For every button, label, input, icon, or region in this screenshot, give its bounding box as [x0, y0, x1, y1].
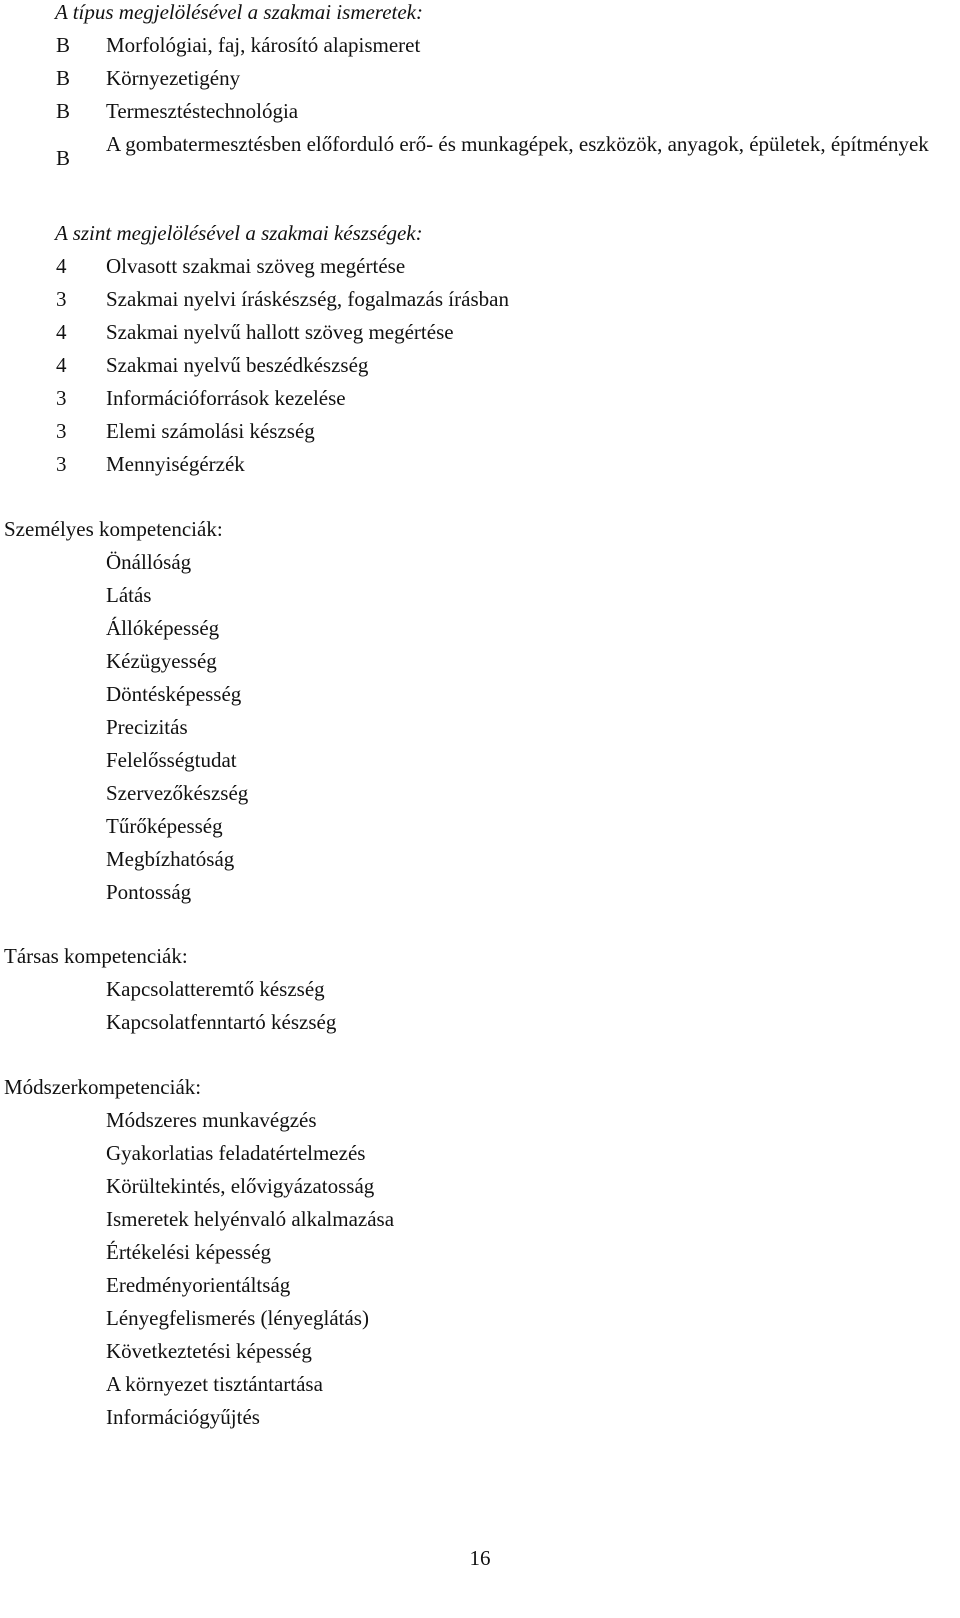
list-item	[0, 349, 960, 382]
level-code: 3	[56, 386, 67, 410]
list-item: Lényegfelismerés (lényeglátás)	[106, 1306, 369, 1330]
list-item: Kapcsolatteremtő készség	[106, 977, 325, 1001]
list-item: Információgyűjtés	[106, 1405, 260, 1429]
list-item: Következtetési képesség	[106, 1339, 312, 1363]
list-item: Megbízhatóság	[106, 847, 235, 871]
method-competencies-heading: Módszerkompetenciák:	[4, 1075, 202, 1099]
list-item	[0, 128, 960, 190]
skills-section	[0, 217, 960, 481]
item-text: Mennyiségérzék	[106, 452, 245, 476]
list-item	[0, 316, 960, 349]
social-competencies-heading: Társas kompetenciák:	[4, 944, 188, 968]
list-item: Körültekintés, elővigyázatosság	[106, 1174, 375, 1198]
item-text: Morfológiai, faj, károsító alapismeret	[106, 33, 421, 57]
level-code: B	[56, 66, 71, 90]
list-item: Felelősségtudat	[106, 748, 237, 772]
item-text: Információforrások kezelése	[106, 386, 346, 410]
level-code: 4	[56, 353, 67, 377]
item-text: Szakmai nyelvű beszédkészség	[106, 353, 369, 377]
list-item: Döntésképesség	[106, 682, 242, 706]
list-item	[0, 29, 960, 62]
level-code: 3	[56, 452, 67, 476]
list-item: A környezet tisztántartása	[106, 1372, 323, 1396]
knowledge-types-section	[0, 0, 960, 190]
list-item: Tűrőképesség	[106, 814, 223, 838]
personal-competencies-section	[0, 513, 960, 909]
list-item: Önállóság	[106, 550, 192, 574]
level-code: B	[56, 33, 71, 57]
list-item: Pontosság	[106, 880, 192, 904]
list-item	[0, 95, 960, 128]
list-item	[0, 250, 960, 283]
skills-heading: A szint megjelölésével a szakmai készségek:	[55, 221, 423, 245]
list-item	[0, 415, 960, 448]
list-item: Módszeres munkavégzés	[106, 1108, 317, 1132]
knowledge-types-heading: A típus megjelölésével a szakmai ismeretek:	[55, 0, 423, 24]
list-item: Precizitás	[106, 715, 188, 739]
item-text: Környezetigény	[106, 66, 241, 90]
item-text: Szakmai nyelvi íráskészség, fogalmazás írásban	[106, 287, 509, 311]
page-number: 16	[469, 1546, 491, 1570]
list-item: Értékelési képesség	[106, 1240, 272, 1264]
social-competencies-section	[0, 940, 960, 1039]
level-code: 4	[56, 320, 67, 344]
level-code: 4	[56, 254, 67, 278]
list-item	[0, 283, 960, 316]
list-item: Szervezőkészség	[106, 781, 249, 805]
item-text: Elemi számolási készség	[106, 419, 315, 443]
list-item: Ismeretek helyénvaló alkalmazása	[106, 1207, 395, 1231]
level-code: 3	[56, 287, 67, 311]
list-item: Állóképesség	[106, 616, 220, 640]
item-text: A gombatermesztésben előforduló erő- és munkagépek, eszközök, anyagok, épületek, építmények	[106, 132, 929, 156]
list-item	[0, 62, 960, 95]
item-text: Szakmai nyelvű hallott szöveg megértése	[106, 320, 454, 344]
level-code: B	[56, 99, 71, 123]
level-code: 3	[56, 419, 67, 443]
personal-competencies-heading: Személyes kompetenciák:	[4, 517, 223, 541]
list-item	[0, 448, 960, 481]
method-competencies-section	[0, 1071, 960, 1434]
list-item: Eredményorientáltság	[106, 1273, 291, 1297]
list-item: Kézügyesség	[106, 649, 217, 673]
list-item: Gyakorlatias feladatértelmezés	[106, 1141, 366, 1165]
item-text: Olvasott szakmai szöveg megértése	[106, 254, 406, 278]
item-text: Termesztéstechnológia	[106, 99, 299, 123]
list-item: Kapcsolatfenntartó készség	[106, 1010, 337, 1034]
list-item: Látás	[106, 583, 152, 607]
level-code: B	[56, 146, 71, 170]
list-item	[0, 382, 960, 415]
